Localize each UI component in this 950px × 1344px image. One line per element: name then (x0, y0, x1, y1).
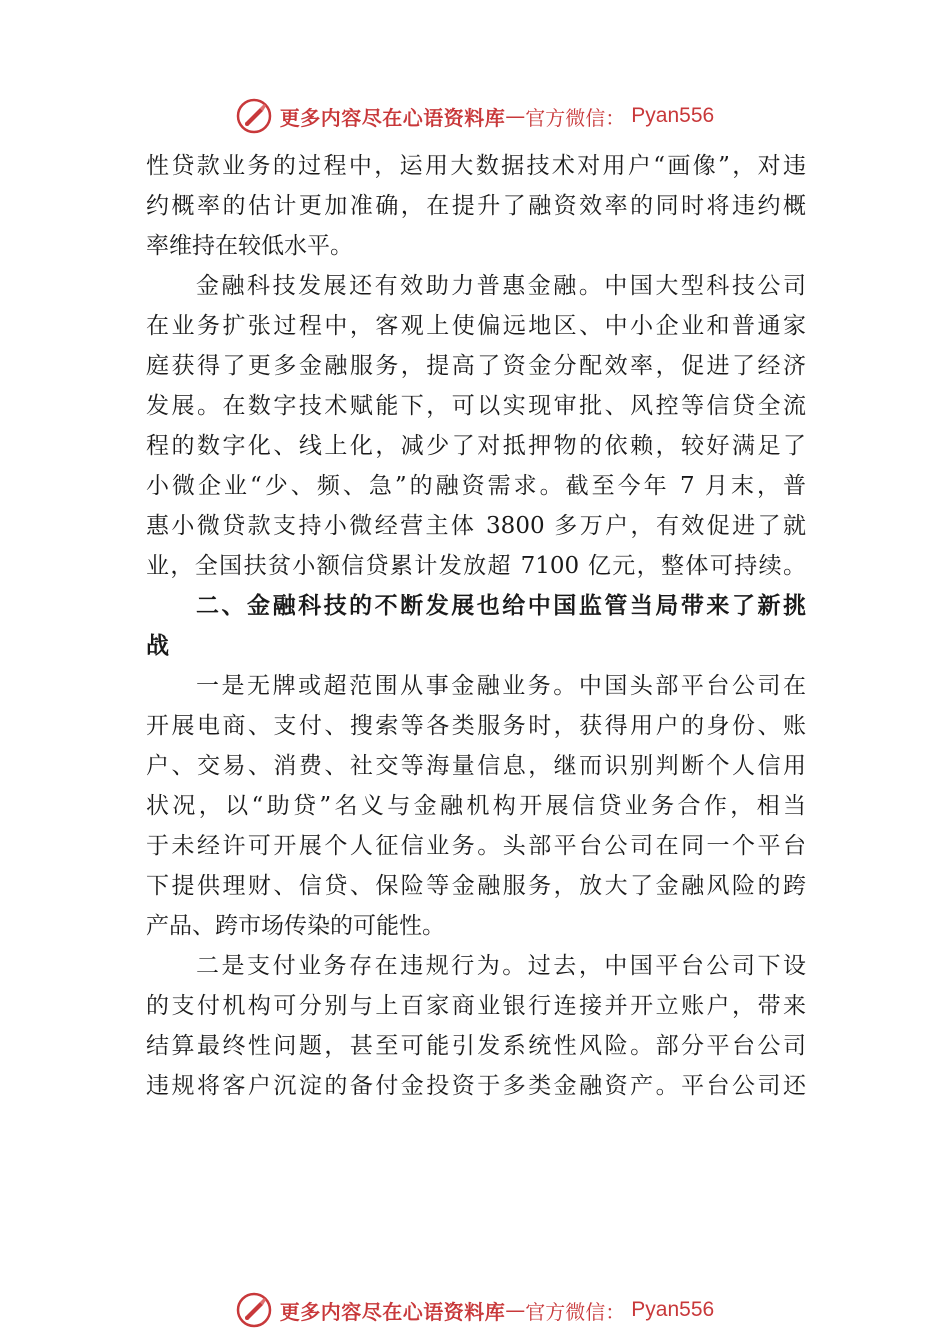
footer-banner (0, 1290, 950, 1330)
text-line: 庭获得了更多金融服务，提高了资金分配效率，促进了经济 (146, 353, 806, 379)
text-line: 违规将客户沉淀的备付金投资于多类金融资产。平台公司还 (146, 1073, 806, 1099)
text-line: 发展。在数字技术赋能下，可以实现审批、风控等信贷全流 (146, 393, 806, 419)
text-line: 的支付机构可分别与上百家商业银行连接并开立账户，带来 (146, 993, 806, 1019)
text-line: 在业务扩张过程中，客观上使偏远地区、中小企业和普通家 (146, 313, 806, 339)
banner-wechat-label: 官方微信： (525, 1299, 626, 1324)
text-line: 产品、跨市场传染的可能性。 (146, 913, 445, 939)
seal-logo-icon (236, 98, 272, 134)
banner-title: 更多内容尽在心语资料库 (279, 1299, 506, 1324)
banner-separator: — (505, 1298, 526, 1322)
text-line: 率维持在较低水平。 (146, 233, 353, 259)
banner-wechat-id: Pyan556 (631, 1298, 715, 1321)
header-banner (0, 96, 950, 136)
banner-separator: — (505, 104, 526, 128)
document-body (146, 146, 806, 1106)
text-line: 业，全国扶贫小额信贷累计发放超 7100 亿元，整体可持续。 (146, 553, 806, 579)
text-line: 开展电商、支付、搜索等各类服务时，获得用户的身份、账 (146, 713, 806, 739)
text-line: 下提供理财、信贷、保险等金融服务，放大了金融风险的跨 (146, 873, 806, 899)
section-heading-continued: 战 (146, 633, 169, 659)
text-line: 约概率的估计更加准确，在提升了融资效率的同时将违约概 (146, 193, 806, 219)
banner-wechat-label: 官方微信： (525, 105, 626, 130)
text-line: 程的数字化、线上化，减少了对抵押物的依赖，较好满足了 (146, 433, 806, 459)
text-line: 结算最终性问题，甚至可能引发系统性风险。部分平台公司 (146, 1033, 806, 1059)
text-line: 金融科技发展还有效助力普惠金融。中国大型科技公司 (196, 273, 806, 299)
text-line: 一是无牌或超范围从事金融业务。中国头部平台公司在 (196, 673, 806, 699)
banner-wechat-id: Pyan556 (631, 104, 715, 127)
section-heading: 二、金融科技的不断发展也给中国监管当局带来了新挑 (196, 593, 806, 619)
text-line: 惠小微贷款支持小微经营主体 3800 多万户，有效促进了就 (146, 513, 806, 539)
text-line: 户、交易、消费、社交等海量信息，继而识别判断个人信用 (146, 753, 806, 779)
banner-title: 更多内容尽在心语资料库 (279, 105, 506, 130)
seal-logo-icon (236, 1292, 272, 1328)
text-line: 状况，以“助贷”名义与金融机构开展信贷业务合作，相当 (146, 793, 806, 819)
text-line: 于未经许可开展个人征信业务。头部平台公司在同一个平台 (146, 833, 806, 859)
text-line: 小微企业“少、频、急”的融资需求。截至今年 7 月末，普 (146, 473, 806, 499)
text-line: 性贷款业务的过程中，运用大数据技术对用户“画像”，对违 (146, 153, 806, 179)
text-line: 二是支付业务存在违规行为。过去，中国平台公司下设 (196, 953, 806, 979)
